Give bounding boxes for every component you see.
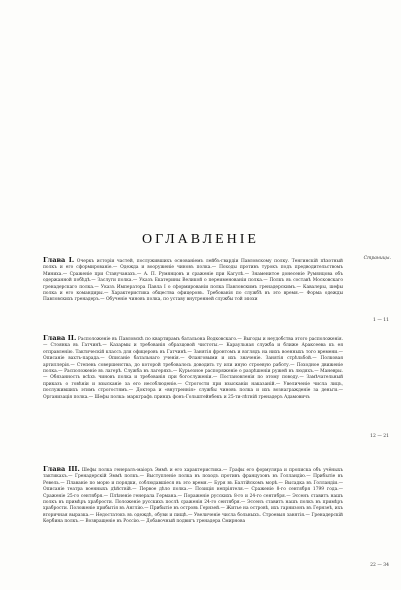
chapter-summary: Расположеніе въ Павловскѣ по квартирамъ батальона Водковскаго.— Выгоды и неудобства этого расположенія.— Стоянка въ Гатчинѣ.— Казармы и требованія образцовой чистоты.— Караульная служба и ближе Араксеева къ ея отправленію. Тактическій классъ для офицеровъ въ Гатчинѣ.— Занятія фронтомъ и взглядъ на нихъ военныхъ того времени.— Описаніе вахтъ-парада.— Описаніе батальнаго ученія.— Фланговыми и ихъ значеніе. Занятія стрѣльбой.— Полковая артиллерія.— Степень совершенства, до которой требовалось доводить ту или иную строевую работу.— Походное движеніе полка.— Расположеніе въ лагерѣ. Служба въ лагеряхъ.— Курьезное распоряженіе о разрѣшеніи ружей въ людяхъ.— Маневры.— Обязанность всѣхъ чиновъ полка и требованія при богослуженіи.— Постановленія по этому поводу.— Замѣчательный приказъ о говѣніи и взысканіе за его несоблюденіе.— Строгости при взысканіи наказаній.— Увеличеніе числа лицъ, послужившихъ этимъ строгостямъ.— Доктора и «внутреннія» службы чиновъ полка и ихъ вознагражденіе за деньги.— Организація полка.— Шефы полка: маркграфъ принцъ фонъ-Гольштейнбекъ и 25-ти-лѣтній гренадеръ Адамовичъ xyxy=(43,337,344,400)
page-title: ОГЛАВЛЕНІЕ xyxy=(142,232,259,247)
chapter-label: Глава II. xyxy=(43,334,77,342)
pages-column-header: Страницы. xyxy=(363,256,391,261)
chapter-summary: Шефы полка генералъ-маіоръ Эммѣ и его характеристика.— Графы его формуляра и прописка объ учёныхъ тактикахъ.— Гренадерскій Эммѣ полкъ.— Выступленіе полка въ походъ противъ французовъ въ Голландію.— Прибытіе въ Ревель.— Плаваніе по морю и порядки, соблюдавшіеся въ это время.— Буря въ Балтійскомъ морѣ.— Высадка въ Голландіи.— Описаніе театра военныхъ дѣйствій.— Первое дѣло полка.— Позиція непріятеля.— Сраженіе 8-го сентября 1799 года.— Сраженіе 25-го сентября.— Плѣненіе генерала Германа.— Пораженіе русскихъ 8-го и 24-го сентября.— Эссенъ ставитъ нашъ полкъ въ примѣръ храбрости. Положеніе русскихъ послѣ сраженія 24-го сентября.— Эссенъ ставитъ нашъ полкъ въ примѣръ храбрости. Положеніе прибытія въ Англію.— Прибытіе въ островъ Гернзей.— Житье на островѣ, ихъ гарнизонъ въ Гернзеѣ, ихъ вторичная выразка.— Недостатокъ въ одеждѣ, обуви и пищѣ.— Увеличеніе числа больныхъ. Строевыя занятія.— Гренадерскій Кербина полкъ.— Возвращеніе въ Россію.— Добавочный подвигъ гренадера Смирнова xyxy=(43,468,343,525)
chapter-text xyxy=(43,335,343,401)
chapter-pages: 12 — 21 xyxy=(370,434,389,439)
chapter-pages: 1 — 11 xyxy=(373,318,389,323)
chapter-entry xyxy=(43,335,343,401)
chapter-pages: 22 — 34 xyxy=(370,563,389,568)
chapter-entry xyxy=(43,466,343,526)
chapter-summary: Очеркъ исторіи частей, послужившихъ основаніемъ лейбъ-гвардіи Павловскому полку. Тенгинскій пѣхотный полкъ и его сформированіе.— Одежда и вооруженіе чиновъ полка.— Походы противъ турокъ подъ предводительствомъ Миниха.— Сраженіе при Ставучанахъ.— А. П. Румянцовъ и сраженіе при Кагулѣ.— Знаменитое донесеніе Румянцова объ одержанной побѣдѣ.— Заслуги полка.— Указъ Екатерины Великой о переименованіи полка.— Полкъ въ составѣ Московскаго гренадерскаго полка.— Указъ Императора Павла I о сформированіи полка Павловскимъ гренадерскимъ.— Кавалеры, шефы полка и его командиры.— Характеристика общества офицеровъ. Требованія по службѣ въ это время.— Форма одежды Павловскихъ гренадеръ.— Обученіе чиновъ полка, по уставу внутренней службы той эпохи xyxy=(43,259,343,303)
chapter-text xyxy=(43,257,343,304)
chapter-entry xyxy=(43,257,343,304)
chapter-label: Глава III. xyxy=(43,465,80,473)
chapter-label: Глава I. xyxy=(43,256,75,264)
chapter-text xyxy=(43,466,343,526)
